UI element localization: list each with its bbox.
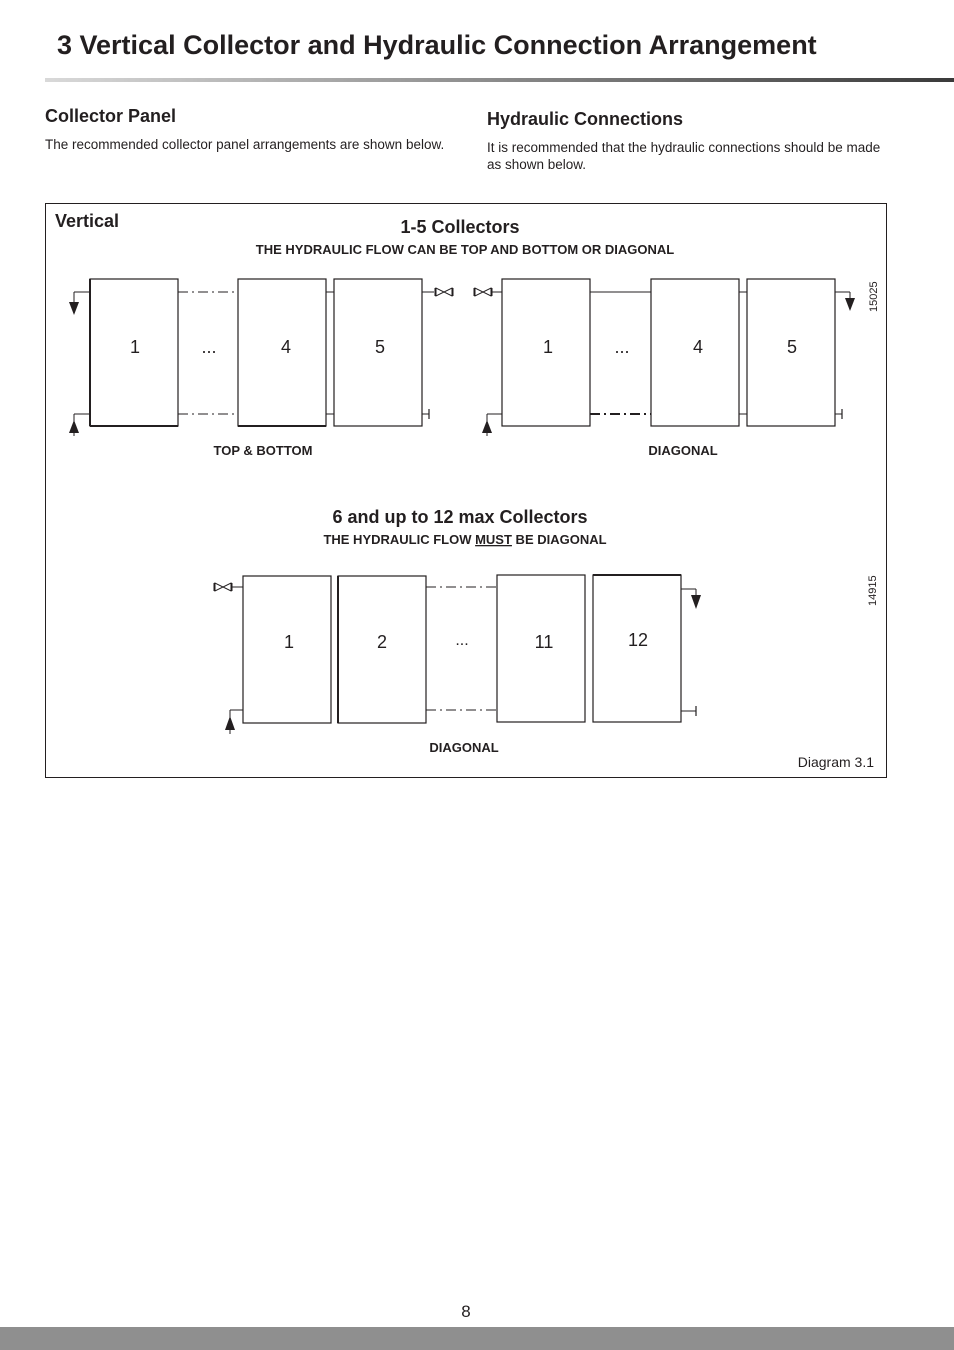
hydraulic-connections-heading: Hydraulic Connections [487,109,684,129]
section1-ref-code: 15025 [868,281,880,312]
section1-subheading: THE HYDRAULIC FLOW CAN BE TOP AND BOTTOM OR DIAGONAL [255,242,675,257]
collector-panel-section [45,106,445,153]
hydraulic-connections-section [487,109,887,173]
diagonal-arrangement [474,279,855,436]
collector-panel-text: The recommended collector panel arrangements are shown below. [45,137,445,152]
collector-label: 12 [627,630,649,650]
collector-panel-heading: Collector Panel [45,106,177,126]
diagonal-caption: DIAGONAL [648,443,718,458]
inlet-arrow-icon [69,420,79,433]
ellipsis-label: ... [614,337,630,357]
diagram-caption: Diagram 3.1 [797,754,874,770]
section2-ref-code: 14915 [867,575,879,606]
top-bottom-arrangement [69,279,453,436]
inlet-arrow-icon [225,716,235,730]
hydraulic-connections-text: It is recommended that the hydraulic connections should be made as shown below. [487,140,881,172]
collector-label: 5 [374,337,386,357]
ellipsis-label: ... [201,337,217,357]
section2-subheading [323,532,606,547]
subheading-part: THE HYDRAULIC FLOW [323,532,476,547]
collector-label: 1 [283,632,295,652]
valve-icon [435,288,453,296]
collector-label: 4 [692,337,704,357]
collector-label: 2 [376,632,388,652]
section2-caption: DIAGONAL [429,740,499,755]
page-title: 3 Vertical Collector and Hydraulic Connection Arrangement [57,30,817,60]
subheading-part: BE DIAGONAL [511,532,607,547]
twelve-collector-arrangement [214,575,701,734]
valve-icon [474,288,492,296]
collector-label: 4 [280,337,292,357]
footer-bar [0,1327,954,1350]
collector-label: 11 [534,632,554,652]
ellipsis-label: ... [455,632,469,649]
orientation-label: Vertical [55,211,120,231]
collector-label: 1 [129,337,141,357]
outlet-arrow-icon [691,595,701,609]
section2-heading: 6 and up to 12 max Collectors [332,507,588,527]
subheading-emphasis: MUST [475,532,512,547]
outlet-arrow-icon [845,298,855,311]
inlet-arrow-icon [482,420,492,433]
top-bottom-caption: TOP & BOTTOM [213,443,313,458]
diagram-3-1 [45,203,887,778]
page-number: 8 [461,1302,471,1321]
collector-label: 1 [542,337,554,357]
section1-heading: 1-5 Collectors [400,217,520,237]
collector-label: 5 [786,337,798,357]
valve-icon [214,583,232,591]
title-underline [45,78,954,82]
diagram-drawing [46,204,886,777]
outlet-arrow-icon [69,302,79,315]
